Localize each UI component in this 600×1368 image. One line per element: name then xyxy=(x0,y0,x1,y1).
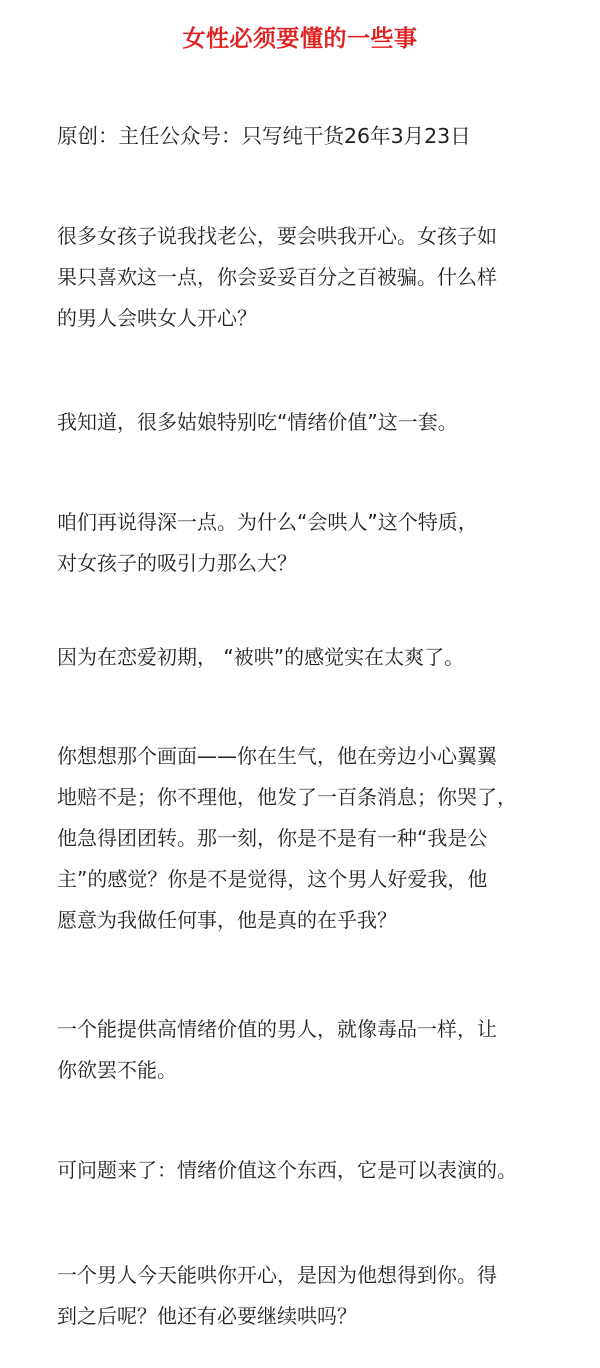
paragraph-line: 因为在恋爱初期， “被哄”的感觉实在太爽了。 xyxy=(57,645,465,669)
paragraph-line: 一个男人今天能哄你开心，是因为他想得到你。得 xyxy=(57,1263,497,1287)
paragraph-line: 愿意为我做任何事，他是真的在乎我？ xyxy=(57,908,397,932)
paragraph xyxy=(57,216,547,339)
paragraph-line: 他急得团团转。那一刻，你是不是有一种“我是公 xyxy=(57,826,488,850)
paragraph-line: 你想想那个画面——你在生气，他在旁边小心翼翼 xyxy=(57,744,497,768)
paragraph xyxy=(57,1255,547,1337)
paragraph-line: 你欲罢不能。 xyxy=(57,1058,177,1082)
paragraph-line: 果只喜欢这一点，你会妥妥百分之百被骗。什么样 xyxy=(57,265,497,289)
paragraph-line: 的男人会哄女人开心？ xyxy=(57,306,257,330)
paragraph-line: 地赔不是；你不理他，他发了一百条消息；你哭了， xyxy=(57,785,517,809)
paragraph-line: 咱们再说得深一点。为什么“会哄人”这个特质， xyxy=(57,510,478,534)
paragraph xyxy=(57,736,547,941)
article-meta: 原创：主任公众号：只写纯干货26年3月23日 xyxy=(57,124,471,148)
paragraph xyxy=(57,402,547,443)
paragraph-line: 可问题来了：情绪价值这个东西，它是可以表演的。 xyxy=(57,1158,517,1182)
paragraph xyxy=(57,502,547,584)
paragraph-line: 主”的感觉？你是不是觉得，这个男人好爱我，他 xyxy=(57,867,488,891)
paragraph-line: 很多女孩子说我找老公，要会哄我开心。女孩子如 xyxy=(57,224,497,248)
paragraph-line: 到之后呢？他还有必要继续哄吗？ xyxy=(57,1304,357,1328)
article-title: 女性必须要懂的一些事 xyxy=(182,26,418,52)
paragraph-line: 对女孩子的吸引力那么大？ xyxy=(57,551,297,575)
paragraph xyxy=(57,1009,547,1091)
paragraph xyxy=(57,637,547,678)
paragraph xyxy=(57,1150,547,1191)
paragraph-line: 一个能提供高情绪价值的男人，就像毒品一样，让 xyxy=(57,1017,497,1041)
paragraph-line: 我知道，很多姑娘特别吃“情绪价值”这一套。 xyxy=(57,410,458,434)
